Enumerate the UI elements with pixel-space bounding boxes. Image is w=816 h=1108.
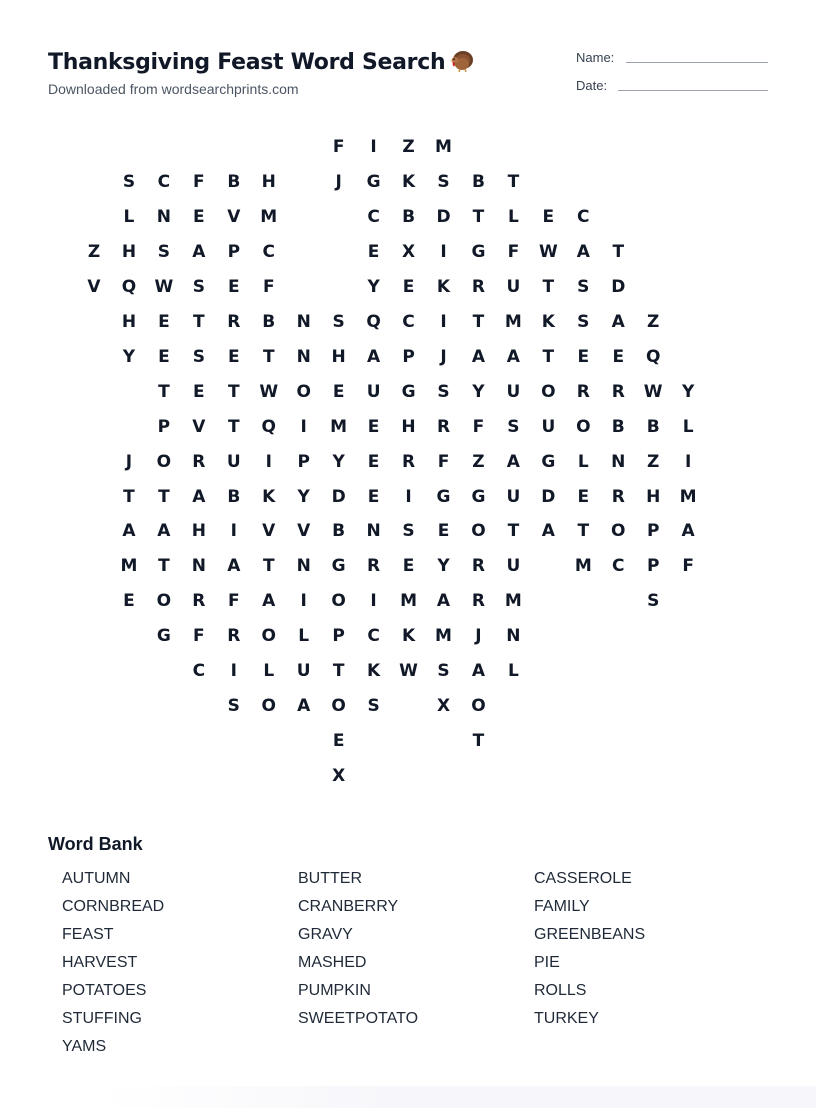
word-bank-item: CORNBREAD [62,898,165,915]
grid-letter[interactable]: F [332,137,345,157]
word-bank-item: POTATOES [62,982,147,999]
grid-letter[interactable]: T [332,661,345,682]
grid-letter[interactable]: R [192,591,206,612]
grid-letter[interactable]: U [506,556,521,577]
grid-letter[interactable]: A [436,591,451,612]
grid-letter[interactable]: R [227,626,241,647]
grid-letter[interactable]: A [192,486,206,507]
grid-letter[interactable]: F [193,171,205,192]
grid-letter[interactable]: C [157,171,171,192]
grid-letter[interactable]: T [123,486,135,507]
grid-letter[interactable]: R [402,451,416,472]
grid-letter[interactable]: E [123,591,135,612]
grid-letter[interactable]: C [402,311,415,332]
grid-letter[interactable]: C [192,661,206,682]
grid-letter[interactable]: G [331,556,346,577]
grid-letter[interactable]: H [121,311,137,332]
grid-letter[interactable]: I [300,416,307,437]
grid-letter[interactable]: Q [121,276,137,297]
grid-letter[interactable]: Q [645,346,661,367]
grid-letter[interactable]: T [577,521,590,542]
grid-letter[interactable]: G [471,241,486,262]
grid-letter[interactable]: G [401,381,416,402]
grid-letter[interactable]: P [646,556,660,577]
grid-letter[interactable]: I [370,591,377,612]
grid-letter[interactable]: H [261,171,276,192]
grid-letter[interactable]: E [367,416,380,437]
grid-letter[interactable]: T [193,311,205,332]
grid-letter[interactable]: M [120,556,138,577]
grid-letter[interactable]: T [158,556,170,577]
grid-letter[interactable]: E [193,206,205,227]
grid-letter[interactable]: U [226,451,241,472]
grid-letter[interactable]: C [612,556,625,577]
grid-letter[interactable]: O [611,521,626,542]
grid-letter[interactable]: S [437,171,450,192]
grid-letter[interactable]: T [507,171,520,192]
grid-letter[interactable]: A [471,346,486,367]
grid-letter[interactable]: E [367,241,380,262]
grid-letter[interactable]: E [437,521,450,542]
grid-letter[interactable]: A [367,346,381,367]
grid-letter[interactable]: K [367,661,381,682]
grid-letter[interactable]: B [471,171,485,192]
grid-letter[interactable]: E [402,556,415,577]
grid-letter[interactable]: E [227,276,240,297]
grid-letter[interactable]: D [331,486,346,507]
grid-letter[interactable]: W [538,241,558,262]
grid-letter[interactable]: E [367,451,380,472]
grid-letter[interactable]: E [577,346,590,367]
grid-letter[interactable]: Z [647,451,660,472]
grid-letter[interactable]: E [227,346,240,367]
grid-letter[interactable]: F [472,416,485,437]
grid-letter[interactable]: Q [366,311,381,332]
grid-letter[interactable]: E [193,381,205,402]
grid-letter[interactable]: S [157,241,171,262]
grid-letter[interactable]: G [541,451,556,472]
grid-letter[interactable]: W [154,276,174,297]
grid-letter[interactable]: O [541,381,556,402]
grid-letter[interactable]: B [227,486,241,507]
grid-letter[interactable]: G [366,171,381,192]
grid-letter[interactable]: W [259,381,279,402]
grid-letter[interactable]: O [156,451,172,472]
grid-letter[interactable]: O [331,696,346,717]
grid-letter[interactable]: M [504,591,522,612]
grid-letter[interactable]: I [300,591,307,612]
grid-letter[interactable]: M [435,626,452,647]
grid-letter[interactable]: E [332,381,345,402]
grid-letter[interactable]: A [192,241,206,262]
grid-letter[interactable]: Z [402,137,415,157]
grid-letter[interactable]: B [402,206,416,227]
word-bank-item: YAMS [62,1038,107,1055]
word-bank-item: ROLLS [534,982,587,999]
grid-letter[interactable]: T [227,381,240,402]
grid-letter[interactable]: L [507,661,519,682]
grid-letter[interactable]: I [370,137,377,157]
grid-letter[interactable]: R [576,381,590,402]
grid-letter[interactable]: F [682,556,694,577]
grid-letter[interactable]: E [542,206,555,227]
grid-letter[interactable]: S [437,381,450,402]
grid-letter[interactable]: T [227,416,240,437]
grid-letter[interactable]: M [679,486,697,507]
word-bank-item: SWEETPOTATO [298,1010,419,1027]
name-label: Name: [576,50,615,65]
grid-letter[interactable]: L [577,451,589,472]
grid-letter[interactable]: A [506,346,520,367]
grid-letter[interactable]: T [542,346,555,367]
grid-letter[interactable]: I [230,521,237,542]
grid-letter[interactable]: S [367,696,380,717]
grid-letter[interactable]: T [612,241,625,262]
grid-letter[interactable]: R [436,416,451,437]
grid-letter[interactable]: S [122,171,136,192]
grid-letter[interactable]: C [577,206,590,227]
grid-letter[interactable]: B [227,171,241,192]
grid-letter[interactable]: J [125,451,133,472]
grid-letter[interactable]: F [262,276,275,297]
grid-letter[interactable]: O [296,381,311,402]
grid-letter[interactable]: U [506,381,521,402]
grid-letter[interactable]: S [402,521,415,542]
grid-letter[interactable]: U [506,276,521,297]
grid-letter[interactable]: L [298,626,310,647]
grid-letter[interactable]: R [227,311,241,332]
grid-letter[interactable]: B [646,416,660,437]
grid-letter[interactable]: A [297,696,311,717]
grid-letter[interactable]: P [227,241,241,262]
grid-letter[interactable]: V [87,276,101,297]
grid-letter[interactable]: S [192,346,205,367]
word-bank-item: PUMPKIN [298,982,371,999]
word-bank-heading: Word Bank [48,834,143,854]
grid-letter[interactable]: Y [332,451,345,472]
grid-letter[interactable]: C [262,241,275,262]
grid-letter[interactable]: U [366,381,381,402]
grid-letter[interactable]: A [576,241,590,262]
grid-letter[interactable]: F [507,241,520,262]
grid-letter[interactable]: J [475,626,482,647]
grid-letter[interactable]: C [367,626,380,647]
grid-letter[interactable]: O [471,696,486,717]
grid-letter[interactable]: S [437,661,450,682]
grid-letter[interactable]: N [296,556,311,577]
grid-letter[interactable]: E [367,486,380,507]
word-bank-item: BUTTER [298,870,362,887]
word-bank-item: MASHED [298,954,367,971]
grid-letter[interactable]: Y [297,486,310,507]
word-bank-item: GREENBEANS [534,926,646,943]
grid-letter[interactable]: M [400,591,417,612]
word-bank-item: PIE [534,954,560,971]
grid-letter[interactable]: F [227,591,240,612]
word-bank-item: CASSEROLE [534,870,632,887]
grid-letter[interactable]: Y [122,346,136,367]
grid-letter[interactable]: I [684,451,692,472]
grid-letter[interactable]: E [402,276,415,297]
grid-letter[interactable]: Z [87,241,101,262]
grid-letter[interactable]: O [576,416,591,437]
grid-letter[interactable]: X [436,696,451,717]
grid-letter[interactable]: M [435,137,452,157]
word-bank-item: AUTUMN [62,870,131,887]
grid-letter[interactable]: T [158,381,170,402]
grid-letter[interactable]: R [471,556,485,577]
grid-letter[interactable]: N [366,521,381,542]
grid-letter[interactable]: S [192,276,205,297]
grid-letter[interactable]: E [158,346,170,367]
grid-letter[interactable]: Y [472,381,485,402]
grid-letter[interactable]: D [611,276,626,297]
grid-letter[interactable]: Q [261,416,276,437]
grid-letter[interactable]: K [401,626,416,647]
grid-letter[interactable]: E [158,311,170,332]
grid-letter[interactable]: J [335,171,342,192]
grid-letter[interactable]: J [440,346,447,367]
grid-letter[interactable]: L [263,661,275,682]
grid-letter[interactable]: E [577,486,590,507]
grid-letter[interactable]: V [192,416,206,437]
grid-letter[interactable]: V [262,521,276,542]
grid-letter[interactable]: X [401,241,416,262]
grid-letter[interactable]: R [611,486,625,507]
grid-letter[interactable]: T [262,346,275,367]
grid-letter[interactable]: T [507,521,520,542]
grid-letter[interactable]: P [646,521,660,542]
grid-letter[interactable]: A [227,556,241,577]
grid-letter[interactable]: N [506,626,521,647]
word-bank-item: CRANBERRY [298,898,399,915]
grid-letter[interactable]: U [506,486,521,507]
grid-letter[interactable]: M [330,416,348,437]
grid-letter[interactable]: D [436,206,451,227]
grid-letter[interactable]: S [332,311,345,332]
grid-letter[interactable]: M [260,206,278,227]
grid-letter[interactable]: T [262,556,275,577]
grid-letter[interactable]: Y [367,276,380,297]
word-bank-item: TURKEY [534,1010,599,1027]
grid-letter[interactable]: N [191,556,206,577]
grid-letter[interactable]: G [471,486,486,507]
grid-letter[interactable]: K [262,486,276,507]
grid-letter[interactable]: H [401,416,416,437]
grid-letter[interactable]: X [332,766,346,787]
grid-letter[interactable]: A [541,521,555,542]
grid-letter[interactable]: L [507,206,519,227]
grid-letter[interactable]: I [230,661,237,682]
grid-letter[interactable]: U [296,661,311,682]
grid-letter[interactable]: R [471,591,485,612]
grid-letter[interactable]: T [472,731,485,752]
grid-letter[interactable]: Y [437,556,450,577]
grid-letter[interactable]: M [504,311,522,332]
grid-letter[interactable]: Y [681,381,695,402]
grid-letter[interactable]: A [122,521,136,542]
word-bank-item: GRAVY [298,926,353,943]
grid-letter[interactable]: M [574,556,592,577]
grid-letter[interactable]: B [332,521,346,542]
grid-letter[interactable]: B [262,311,276,332]
grid-letter[interactable]: A [262,591,276,612]
grid-letter[interactable]: P [157,416,171,437]
grid-letter[interactable]: H [646,486,661,507]
grid-letter[interactable]: T [158,486,170,507]
grid-letter[interactable]: I [265,451,272,472]
grid-letter[interactable]: F [193,626,205,647]
grid-letter[interactable]: A [506,451,520,472]
grid-letter[interactable]: B [611,416,625,437]
grid-letter[interactable]: R [471,276,485,297]
grid-letter[interactable]: O [261,626,276,647]
grid-letter[interactable]: G [156,626,171,647]
grid-letter[interactable]: D [541,486,556,507]
grid-letter[interactable]: O [261,696,276,717]
grid-letter[interactable]: N [296,311,311,332]
grid-letter[interactable]: I [440,241,447,262]
grid-letter[interactable]: R [192,451,206,472]
grid-letter[interactable]: S [577,276,590,297]
grid-letter[interactable]: S [227,696,240,717]
word-bank-item: FAMILY [534,898,590,915]
grid-letter[interactable]: O [156,591,172,612]
grid-letter[interactable]: U [541,416,556,437]
grid-letter[interactable]: I [405,486,412,507]
grid-letter[interactable]: L [682,416,694,437]
grid-letter[interactable]: W [643,381,663,402]
grid-letter[interactable]: Z [472,451,485,472]
grid-letter[interactable]: A [611,311,625,332]
grid-letter[interactable]: K [436,276,451,297]
grid-letter[interactable]: I [440,311,447,332]
grid-letter[interactable]: F [437,451,450,472]
grid-letter[interactable]: T [472,206,485,227]
grid-letter[interactable]: H [121,241,137,262]
grid-letter[interactable]: Z [647,311,660,332]
word-bank-item: HARVEST [62,954,138,971]
grid-letter[interactable]: R [367,556,381,577]
grid-letter[interactable]: S [507,416,520,437]
word-bank-item: STUFFING [62,1010,142,1027]
grid-letter[interactable]: P [332,626,345,647]
grid-letter[interactable]: T [542,276,555,297]
grid-letter[interactable]: V [227,206,241,227]
grid-letter[interactable]: K [541,311,555,332]
grid-letter[interactable]: L [123,206,135,227]
grid-letter[interactable]: A [471,661,486,682]
grid-letter[interactable]: N [611,451,626,472]
grid-letter[interactable]: A [681,521,695,542]
grid-letter[interactable]: R [611,381,625,402]
date-label: Date: [576,78,608,93]
grid-letter[interactable]: H [331,346,346,367]
footer-shade [100,1086,816,1108]
grid-letter[interactable]: O [471,521,486,542]
title-text: Thanksgiving Feast Word Search [48,50,446,75]
subtitle: Downloaded from wordsearchprints.com [48,81,299,97]
grid-letter[interactable]: C [367,206,380,227]
grid-letter[interactable]: P [297,451,310,472]
grid-letter[interactable]: N [156,206,171,227]
grid-letter[interactable]: O [331,591,346,612]
grid-letter[interactable]: H [191,521,206,542]
grid-letter[interactable]: E [332,731,345,752]
grid-letter[interactable]: N [296,346,311,367]
grid-letter[interactable]: A [157,521,171,542]
grid-letter[interactable]: P [402,346,415,367]
word-bank-item: FEAST [62,926,114,943]
grid-letter[interactable]: G [436,486,451,507]
grid-letter[interactable]: W [399,661,418,682]
grid-letter[interactable]: S [577,311,590,332]
grid-letter[interactable]: K [401,171,416,192]
grid-letter[interactable]: E [612,346,625,367]
grid-letter[interactable]: S [647,591,660,612]
grid-letter[interactable]: T [472,311,485,332]
grid-letter[interactable]: V [297,521,311,542]
